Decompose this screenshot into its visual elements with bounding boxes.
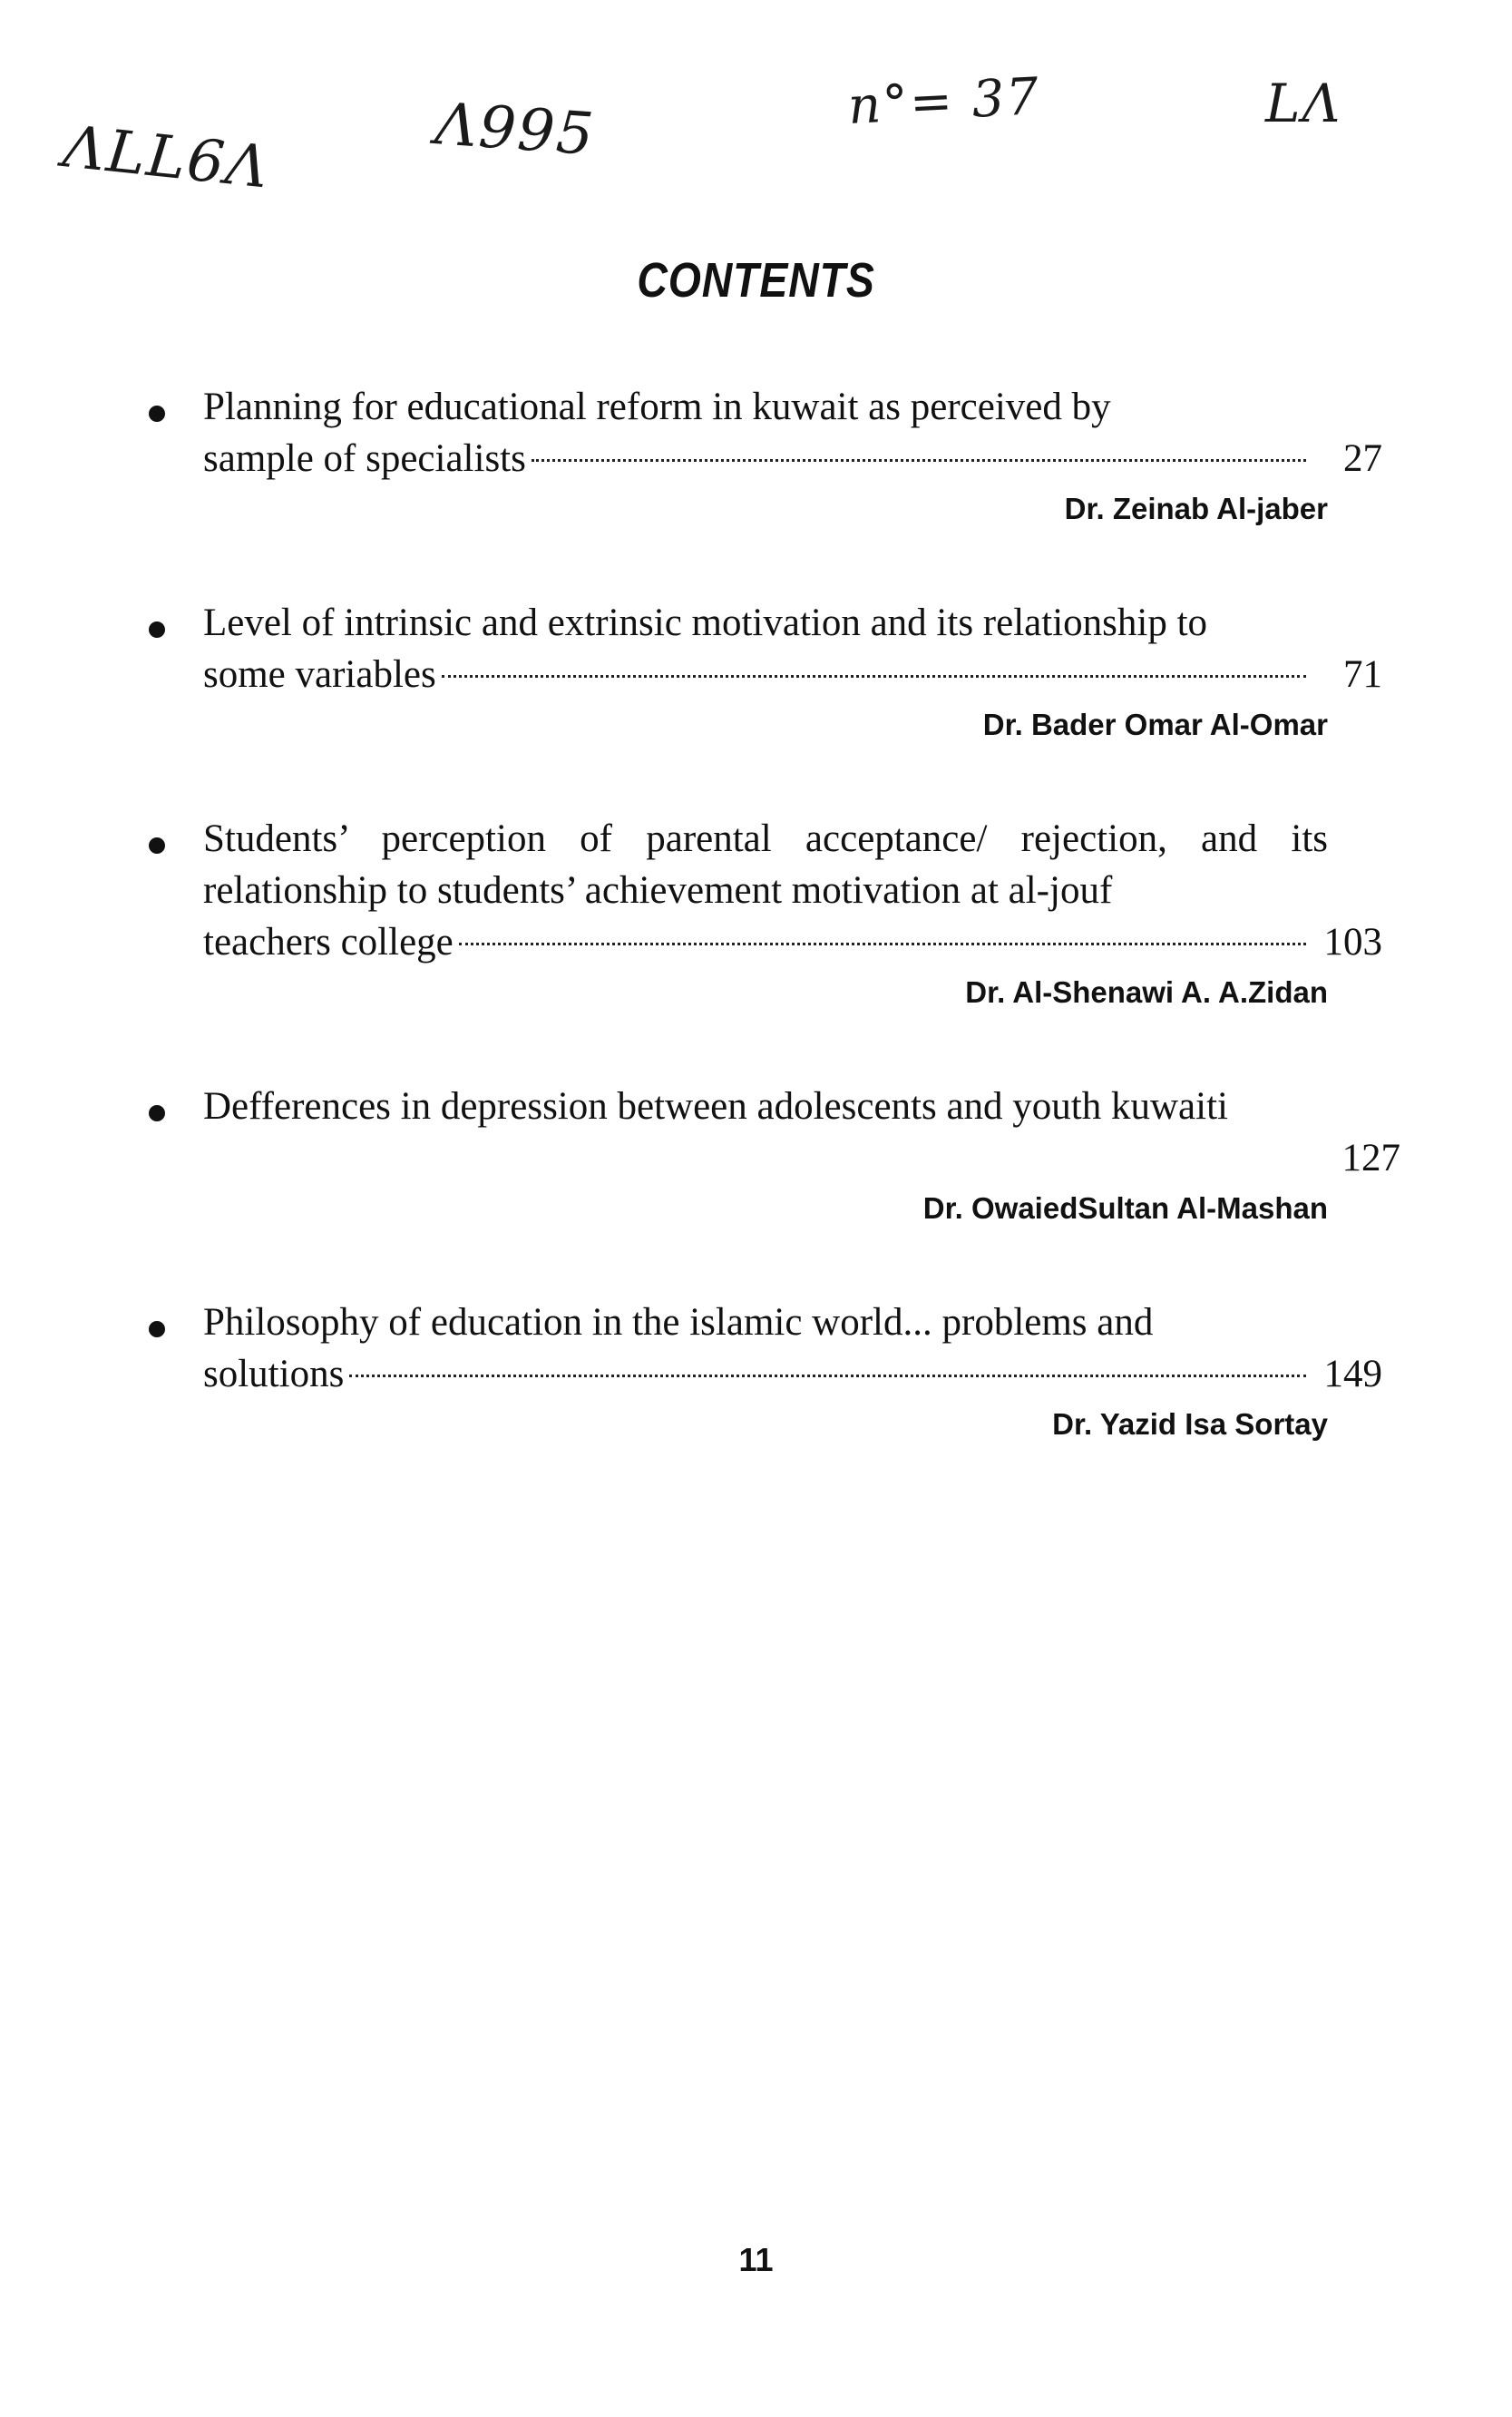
bullet-icon [149, 1105, 165, 1121]
leader-row [203, 1348, 1382, 1400]
dot-leader [349, 1375, 1306, 1377]
bullet-icon [149, 837, 165, 854]
entry-title-continued: solutions [203, 1353, 345, 1395]
entry-title: Planning for educational reform in kuwait as perceived by [203, 386, 1111, 428]
page-number: 27 [1343, 437, 1382, 480]
entry-author: Dr. Al-Shenawi A. A.Zidan [965, 975, 1328, 1009]
toc-entry [145, 1297, 1406, 1447]
entry-title-continued: sample of specialists [203, 437, 526, 480]
handwritten-note: n°= 37 [846, 66, 1042, 136]
entry-title: Defferences in depression between adolescents and youth kuwaiti [203, 1085, 1228, 1128]
page-title: CONTENTS [637, 253, 875, 308]
toc-entry [145, 1081, 1406, 1231]
entry-title-continued: teachers college [203, 921, 454, 964]
handwritten-note: Λ995 [433, 91, 598, 170]
page-folio: 11 [738, 2241, 774, 2278]
dot-leader [459, 943, 1306, 945]
bullet-icon [149, 1321, 165, 1337]
entry-author: Dr. Yazid Isa Sortay [1052, 1407, 1328, 1441]
entry-title: Students’ perception of parental acceptance/ rejection, and its relationship to students’ achievement motivation at al-jouf [203, 817, 1328, 912]
entry-author: Dr. OwaiedSultan Al-Mashan [922, 1191, 1328, 1225]
page-number: 71 [1343, 653, 1382, 696]
page-number: 127 [1341, 1137, 1400, 1179]
toc-entry [145, 381, 1406, 532]
entry-author: Dr. Bader Omar Al-Omar [982, 708, 1328, 741]
leader-row [203, 649, 1382, 700]
entry-author: Dr. Zeinab Al-jaber [1064, 492, 1328, 525]
handwritten-note: LΛ [1265, 73, 1342, 134]
dot-leader [532, 459, 1306, 462]
toc-entry [145, 597, 1406, 748]
table-of-contents [145, 381, 1406, 1447]
page-number: 103 [1323, 921, 1382, 964]
leader-row [203, 916, 1382, 968]
toc-entry [145, 813, 1406, 1015]
handwritten-note: ΛLL6Λ [60, 113, 273, 202]
page-number: 149 [1323, 1353, 1382, 1395]
entry-title: Level of intrinsic and extrinsic motivation and its relationship to [203, 602, 1208, 644]
bullet-icon [149, 406, 165, 422]
leader-row [203, 433, 1382, 484]
bullet-icon [149, 621, 165, 638]
dot-leader [442, 675, 1306, 678]
entry-title: Philosophy of education in the islamic world... problems and [203, 1301, 1154, 1344]
entry-title-continued: some variables [203, 653, 436, 696]
